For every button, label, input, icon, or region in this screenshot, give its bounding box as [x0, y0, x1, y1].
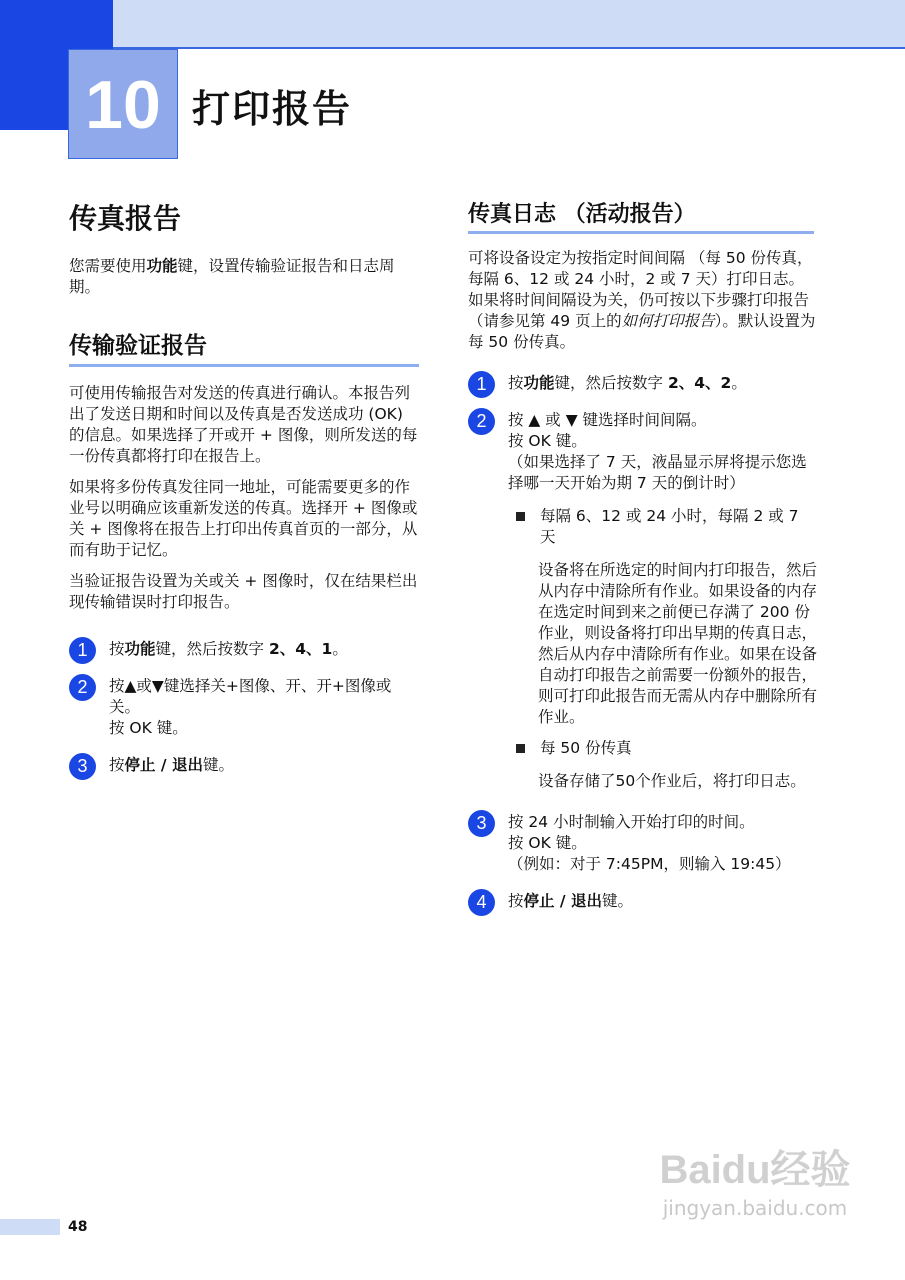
- page-number: 48: [68, 1219, 88, 1235]
- bullet-every-50: 每 50 份传真: [516, 738, 818, 759]
- left-step-1: 1 按功能键，然后按数字 2、4、1。: [69, 639, 419, 660]
- step-number-badge: 2: [468, 408, 495, 435]
- bullet-interval-description: 设备将在所选定的时间内打印报告，然后从内存中清除所有作业。如果设备的内存在选定时间到来之前便已存满了 200 份作业，则设备将打印出早期的传真日志，然后从内存中清除所有作业。如果在设备自动打印报告之前需要一份额外的报告，则可打印此报告而无需从内存中删除所有作业。: [538, 561, 818, 726]
- right-column: [468, 200, 818, 912]
- journal-paragraph: 可将设备设定为按指定时间间隔 （每 50 份传真，每隔 6、12 或 24 小时，2 或 7 天）打印日志。如果将时间间隔设为关，仍可按以下步骤打印报告 （请参见第 49 页上的如何打印报告）。默认设置为每 50 份传真。: [468, 249, 816, 351]
- step-number-badge: 3: [69, 753, 96, 780]
- bullet-square-icon: [516, 744, 525, 753]
- bullet-interval: 每隔 6、12 或 24 小时，每隔 2 或 7 天: [516, 506, 818, 548]
- bullet-every-50-description: 设备存储了50个作业后，将打印日志。: [538, 772, 806, 790]
- step-number-badge: 3: [468, 810, 495, 837]
- watermark: [640, 1145, 870, 1265]
- right-step-1: 1 按功能键，然后按数字 2、4、2。: [468, 373, 818, 394]
- header-rule: [113, 47, 905, 49]
- right-step-4: 4 按停止 / 退出键。: [468, 891, 818, 912]
- header-band: [113, 0, 905, 48]
- intro-paragraph: 您需要使用功能键，设置传输验证报告和日志周期。: [69, 257, 395, 296]
- left-column: [69, 200, 419, 776]
- footer-bar: [0, 1219, 60, 1235]
- left-step-3: 3 按停止 / 退出键。: [69, 755, 419, 776]
- section-title-fax-journal: 传真日志 （活动报告）: [468, 200, 814, 234]
- chapter-number: 10: [68, 49, 178, 159]
- subsection-title-transmission-report: 传输验证报告: [69, 330, 419, 367]
- paragraph-1: 可使用传输报告对发送的传真进行确认。本报告列出了发送日期和时间以及传真是否发送成功 (OK) 的信息。如果选择了开或开 + 图像，则所发送的每一份传真都将打印在报告上。: [69, 384, 418, 465]
- cross-reference-link: 如何打印报告: [621, 312, 715, 330]
- left-step-2: 2 按▲或▼键选择关+图像、开、开+图像或关。 按 OK 键。: [69, 676, 419, 739]
- step-number-badge: 4: [468, 889, 495, 916]
- step-number-badge: 1: [468, 371, 495, 398]
- paragraph-2: 如果将多份传真发往同一地址，可能需要更多的作业号以明确应该重新发送的传真。选择开 + 图像或关 + 图像将在报告上打印出传真首页的一部分，从而有助于记忆。: [69, 478, 418, 559]
- section-title-fax-report: 传真报告: [69, 202, 182, 235]
- step-number-badge: 1: [69, 637, 96, 664]
- right-step-3: 3 按 24 小时制输入开始打印的时间。 按 OK 键。 （例如：对于 7:45PM，则输入 19:45）: [468, 812, 818, 875]
- watermark-logo: Baidu经验: [659, 1148, 851, 1192]
- chapter-title: 打印报告: [192, 87, 353, 131]
- step-number-badge: 2: [69, 674, 96, 701]
- right-step-2: 2 按 ▲ 或 ▼ 键选择时间间隔。 按 OK 键。 （如果选择了 7 天，液晶显示屏将提示您选择哪一天开始为期 7 天的倒计时）: [468, 410, 818, 494]
- bullet-square-icon: [516, 512, 525, 521]
- watermark-url: jingyan.baidu.com: [662, 1196, 848, 1220]
- paragraph-3: 当验证报告设置为关或关 + 图像时，仅在结果栏出现传输错误时打印报告。: [69, 572, 418, 611]
